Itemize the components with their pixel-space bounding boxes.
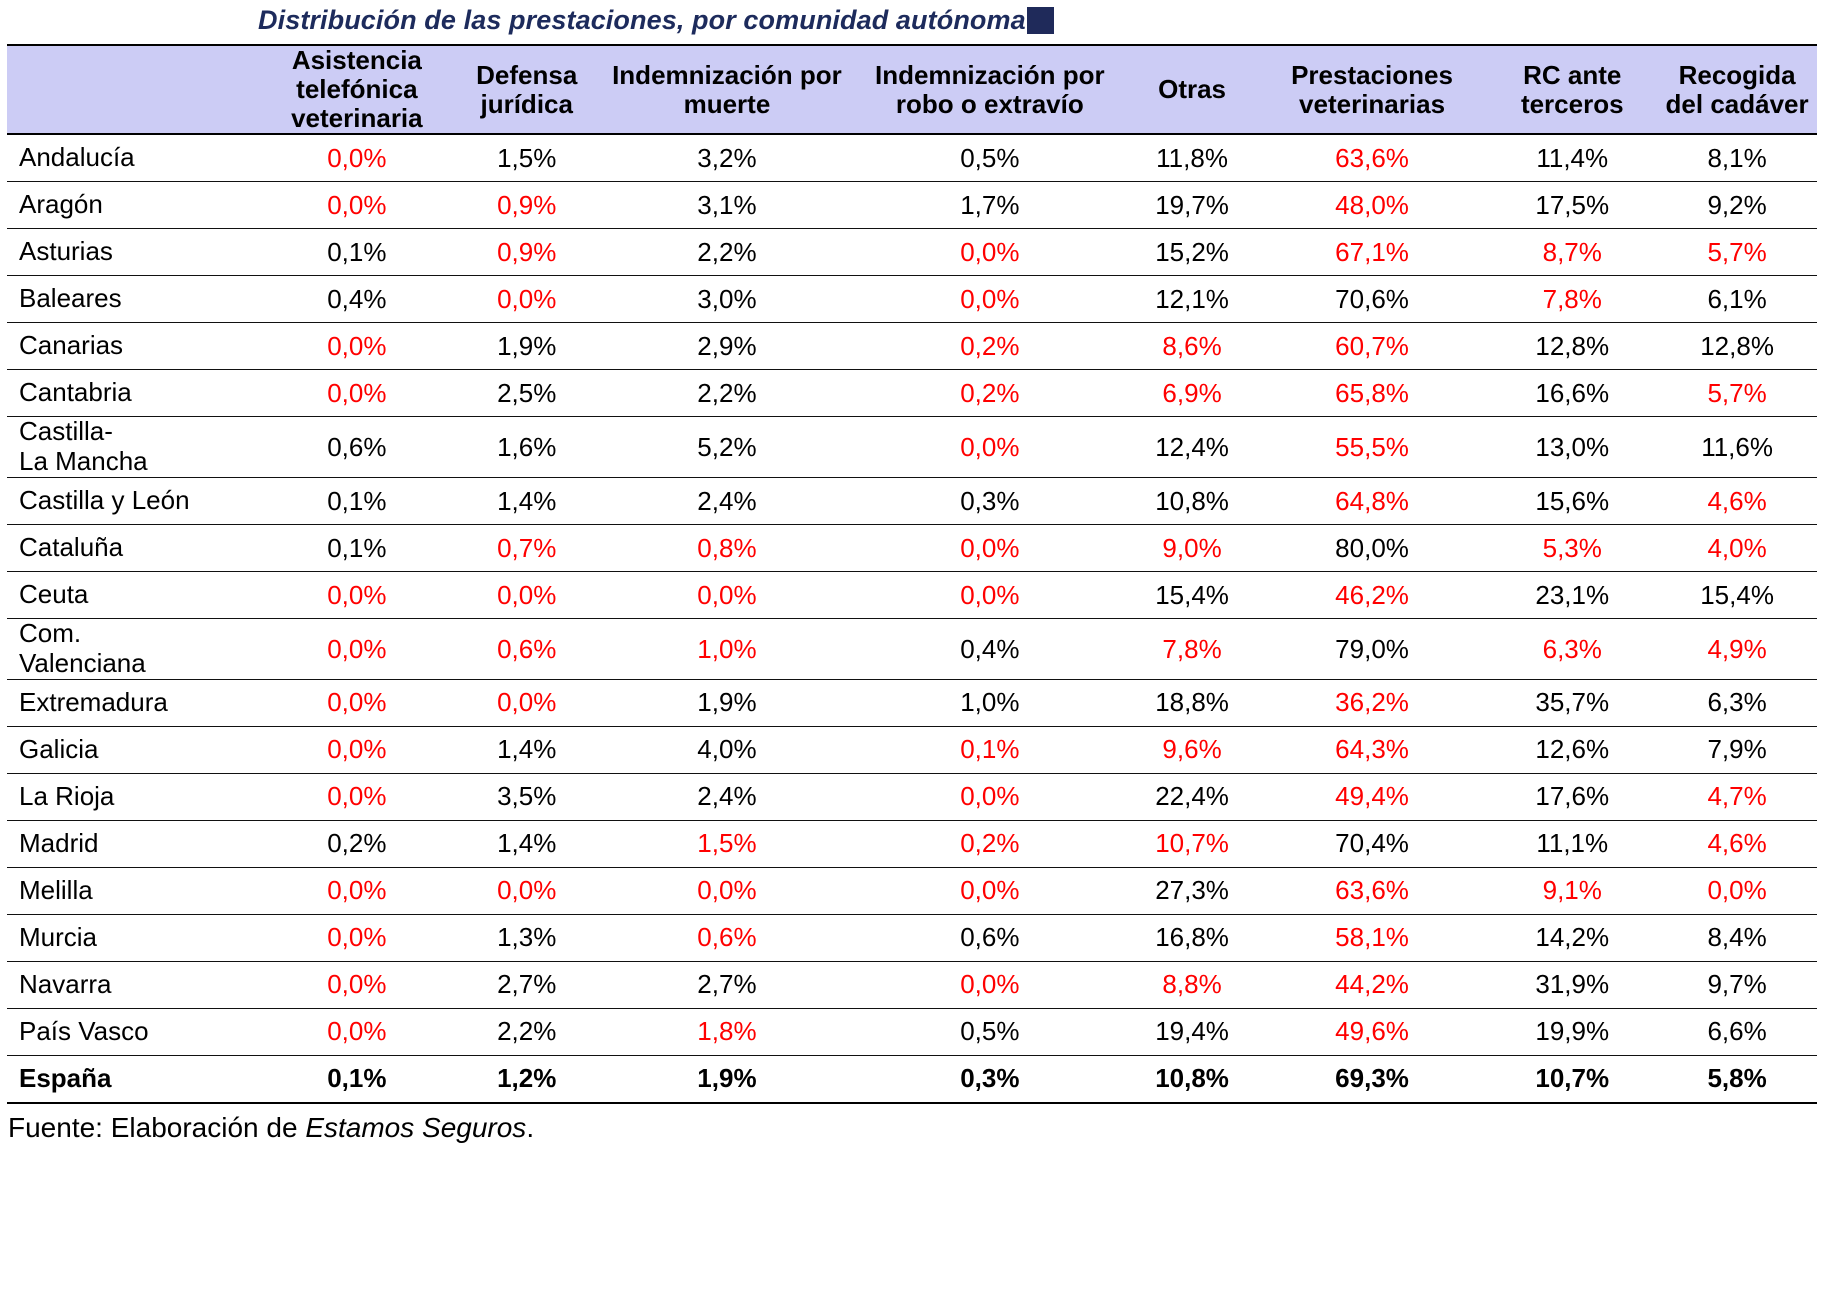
table-cell: 63,6%: [1257, 134, 1488, 182]
table-cell: 1,9%: [452, 323, 602, 370]
title-text: Distribución de las prestaciones, por comunidad autónoma: [258, 4, 1026, 35]
table-row: [7, 572, 1817, 619]
table-cell: 0,0%: [852, 773, 1127, 820]
table-cell: 5,7%: [1657, 229, 1817, 276]
table-cell: 12,6%: [1487, 726, 1657, 773]
table-cell: 3,2%: [602, 134, 853, 182]
table-cell: 64,8%: [1257, 478, 1488, 525]
table-cell: 0,0%: [602, 572, 853, 619]
table-cell: 67,1%: [1257, 229, 1488, 276]
table-cell: 2,4%: [602, 478, 853, 525]
table-cell: 0,6%: [262, 417, 452, 478]
header-row: [7, 45, 1817, 134]
table-row: [7, 525, 1817, 572]
source-suffix: .: [526, 1111, 535, 1143]
table-row-total: [7, 1055, 1817, 1103]
table-cell: 0,4%: [262, 276, 452, 323]
table-row: [7, 417, 1817, 478]
table-cell: 44,2%: [1257, 961, 1488, 1008]
table-cell: 9,0%: [1127, 525, 1256, 572]
distribution-table: [7, 44, 1817, 1104]
row-label: Castilla y León: [7, 478, 262, 525]
table-cell-total: 69,3%: [1257, 1055, 1488, 1103]
table-cell: 79,0%: [1257, 619, 1488, 680]
source-italic: Estamos Seguros: [305, 1111, 527, 1143]
row-label: Melilla: [7, 867, 262, 914]
table-cell: 60,7%: [1257, 323, 1488, 370]
table-cell: 55,5%: [1257, 417, 1488, 478]
row-label: La Rioja: [7, 773, 262, 820]
table-cell: 0,0%: [262, 773, 452, 820]
table-cell: 0,0%: [852, 961, 1127, 1008]
row-label: Andalucía: [7, 134, 262, 182]
table-row: [7, 182, 1817, 229]
column-header-indemnizacion-muerte: Indemnización por muerte: [602, 45, 853, 134]
column-header-indemnizacion-robo: Indemnización por robo o extravío: [852, 45, 1127, 134]
table-cell: 0,0%: [452, 679, 602, 726]
table-cell: 0,0%: [262, 1008, 452, 1055]
table-cell: 1,5%: [602, 820, 853, 867]
table-cell: 4,0%: [602, 726, 853, 773]
table-row: [7, 726, 1817, 773]
row-label: Cantabria: [7, 370, 262, 417]
row-label: Com. Valenciana: [7, 619, 262, 680]
table-cell: 49,4%: [1257, 773, 1488, 820]
table-cell: 35,7%: [1487, 679, 1657, 726]
table-cell: 27,3%: [1127, 867, 1256, 914]
table-cell: 6,1%: [1657, 276, 1817, 323]
table-cell: 15,2%: [1127, 229, 1256, 276]
table-cell: 4,0%: [1657, 525, 1817, 572]
table-cell: 0,1%: [852, 726, 1127, 773]
table-cell: 0,0%: [852, 867, 1127, 914]
table-cell: 31,9%: [1487, 961, 1657, 1008]
table-row: [7, 134, 1817, 182]
table-cell: 0,0%: [262, 726, 452, 773]
table-cell: 0,0%: [852, 417, 1127, 478]
table-cell: 15,6%: [1487, 478, 1657, 525]
table-cell: 11,4%: [1487, 134, 1657, 182]
table-cell: 0,6%: [602, 914, 853, 961]
table-cell: 9,7%: [1657, 961, 1817, 1008]
table-cell-total: 1,9%: [602, 1055, 853, 1103]
row-label: Murcia: [7, 914, 262, 961]
row-label: Navarra: [7, 961, 262, 1008]
table-cell: 22,4%: [1127, 773, 1256, 820]
table-cell: 8,6%: [1127, 323, 1256, 370]
table-cell-total: 5,8%: [1657, 1055, 1817, 1103]
table-header: [7, 45, 1817, 134]
table-cell: 3,1%: [602, 182, 853, 229]
table-cell: 0,0%: [602, 867, 853, 914]
table-cell: 0,2%: [852, 370, 1127, 417]
table-cell-total: 0,1%: [262, 1055, 452, 1103]
column-header-defensa-juridica: Defensa jurídica: [452, 45, 602, 134]
table-row: [7, 867, 1817, 914]
table-cell: 58,1%: [1257, 914, 1488, 961]
table-cell: 0,0%: [262, 867, 452, 914]
table-cell: 5,3%: [1487, 525, 1657, 572]
table-cell: 0,0%: [852, 276, 1127, 323]
table-cell: 70,6%: [1257, 276, 1488, 323]
table-row: [7, 679, 1817, 726]
table-cell: 0,2%: [852, 323, 1127, 370]
table-cell: 0,0%: [262, 323, 452, 370]
table-cell: 1,3%: [452, 914, 602, 961]
column-header-region: [7, 45, 262, 134]
table-cell: 13,0%: [1487, 417, 1657, 478]
table-row: [7, 276, 1817, 323]
table-cell: 1,4%: [452, 478, 602, 525]
table-cell: 0,0%: [262, 914, 452, 961]
table-cell: 12,8%: [1487, 323, 1657, 370]
row-label: Extremadura: [7, 679, 262, 726]
table-cell: 0,5%: [852, 1008, 1127, 1055]
row-label: Asturias: [7, 229, 262, 276]
table-cell: 0,1%: [262, 229, 452, 276]
table-cell: 0,0%: [852, 229, 1127, 276]
table-cell: 0,3%: [852, 478, 1127, 525]
table-cell: 6,9%: [1127, 370, 1256, 417]
row-label: Castilla- La Mancha: [7, 417, 262, 478]
table-row: [7, 229, 1817, 276]
table-cell: 0,0%: [262, 679, 452, 726]
table-cell: 16,6%: [1487, 370, 1657, 417]
table-cell: 0,0%: [262, 619, 452, 680]
table-cell: 2,2%: [452, 1008, 602, 1055]
table-row: [7, 961, 1817, 1008]
table-cell: 46,2%: [1257, 572, 1488, 619]
table-cell: 2,5%: [452, 370, 602, 417]
table-cell: 15,4%: [1657, 572, 1817, 619]
page-title: [0, 0, 1831, 44]
table-row: [7, 619, 1817, 680]
table-cell: 6,3%: [1487, 619, 1657, 680]
table-cell: 10,8%: [1127, 478, 1256, 525]
table-cell: 8,7%: [1487, 229, 1657, 276]
column-header-prestaciones-veterinarias: Prestaciones veterinarias: [1257, 45, 1488, 134]
table-row: [7, 914, 1817, 961]
column-header-otras: Otras: [1127, 45, 1256, 134]
row-label-total: España: [7, 1055, 262, 1103]
row-label: Baleares: [7, 276, 262, 323]
table-cell: 19,9%: [1487, 1008, 1657, 1055]
table-cell-total: 1,2%: [452, 1055, 602, 1103]
table-cell: 2,2%: [602, 229, 853, 276]
table-cell: 0,9%: [452, 229, 602, 276]
table-cell: 70,4%: [1257, 820, 1488, 867]
table-cell: 19,7%: [1127, 182, 1256, 229]
column-header-asistencia-telefonica: Asistencia telefónica veterinaria: [262, 45, 452, 134]
table-cell: 11,1%: [1487, 820, 1657, 867]
table-row: [7, 478, 1817, 525]
table-cell: 1,7%: [852, 182, 1127, 229]
row-label: Aragón: [7, 182, 262, 229]
table-cell: 23,1%: [1487, 572, 1657, 619]
table-cell: 3,5%: [452, 773, 602, 820]
table-cell: 17,5%: [1487, 182, 1657, 229]
table-cell: 0,2%: [262, 820, 452, 867]
table-cell: 9,6%: [1127, 726, 1256, 773]
table-row: [7, 820, 1817, 867]
source-prefix: Fuente: Elaboración de: [8, 1111, 306, 1143]
table-cell: 65,8%: [1257, 370, 1488, 417]
table-cell: 17,6%: [1487, 773, 1657, 820]
table-cell: 0,0%: [262, 961, 452, 1008]
table-cell: 0,8%: [602, 525, 853, 572]
table-cell: 0,0%: [262, 572, 452, 619]
table-row: [7, 323, 1817, 370]
table-cell: 0,1%: [262, 478, 452, 525]
table-cell-total: 10,8%: [1127, 1055, 1256, 1103]
table-cell: 7,8%: [1127, 619, 1256, 680]
table-cell: 0,0%: [852, 572, 1127, 619]
table-cell: 11,6%: [1657, 417, 1817, 478]
table-cell-total: 0,3%: [852, 1055, 1127, 1103]
table-cell: 4,6%: [1657, 820, 1817, 867]
table-row: [7, 370, 1817, 417]
table-row: [7, 773, 1817, 820]
table-body: [7, 134, 1817, 1103]
table-cell: 0,0%: [452, 276, 602, 323]
table-cell: 0,4%: [852, 619, 1127, 680]
table-cell: 2,7%: [452, 961, 602, 1008]
table-cell: 0,9%: [452, 182, 602, 229]
table-cell: 0,0%: [452, 867, 602, 914]
table-cell: 64,3%: [1257, 726, 1488, 773]
row-label: Madrid: [7, 820, 262, 867]
row-label: País Vasco: [7, 1008, 262, 1055]
row-label: Ceuta: [7, 572, 262, 619]
table-cell: 11,8%: [1127, 134, 1256, 182]
table-cell: 9,2%: [1657, 182, 1817, 229]
table-cell: 2,2%: [602, 370, 853, 417]
table-cell: 6,3%: [1657, 679, 1817, 726]
table-cell: 8,1%: [1657, 134, 1817, 182]
table-cell: 0,5%: [852, 134, 1127, 182]
table-cell: 0,0%: [262, 370, 452, 417]
table-cell: 12,4%: [1127, 417, 1256, 478]
table-cell: 1,4%: [452, 820, 602, 867]
table-cell: 0,6%: [852, 914, 1127, 961]
table-cell: 0,7%: [452, 525, 602, 572]
table-cell: 0,0%: [262, 134, 452, 182]
table-cell: 2,7%: [602, 961, 853, 1008]
table-cell: 5,2%: [602, 417, 853, 478]
table-cell: 0,0%: [1657, 867, 1817, 914]
table-cell: 1,5%: [452, 134, 602, 182]
column-header-rc-terceros: RC ante terceros: [1487, 45, 1657, 134]
table-cell: 0,0%: [852, 525, 1127, 572]
table-cell: 8,4%: [1657, 914, 1817, 961]
table-cell: 15,4%: [1127, 572, 1256, 619]
table-cell: 0,1%: [262, 525, 452, 572]
source-note: [0, 1104, 1831, 1144]
table-cell: 49,6%: [1257, 1008, 1488, 1055]
table-cell: 36,2%: [1257, 679, 1488, 726]
table-cell: 19,4%: [1127, 1008, 1256, 1055]
table-cell: 0,2%: [852, 820, 1127, 867]
table-cell: 8,8%: [1127, 961, 1256, 1008]
table-cell: 1,0%: [602, 619, 853, 680]
table-cell: 4,7%: [1657, 773, 1817, 820]
title-marker-square: [1027, 7, 1054, 34]
table-cell: 18,8%: [1127, 679, 1256, 726]
table-cell: 5,7%: [1657, 370, 1817, 417]
table-cell: 4,6%: [1657, 478, 1817, 525]
table-cell: 1,8%: [602, 1008, 853, 1055]
row-label: Galicia: [7, 726, 262, 773]
table-cell: 1,4%: [452, 726, 602, 773]
table-cell: 4,9%: [1657, 619, 1817, 680]
table-cell: 80,0%: [1257, 525, 1488, 572]
column-header-recogida-cadaver: Recogida del cadáver: [1657, 45, 1817, 134]
table-cell: 0,6%: [452, 619, 602, 680]
table-cell: 2,4%: [602, 773, 853, 820]
table-cell: 1,6%: [452, 417, 602, 478]
table-cell: 16,8%: [1127, 914, 1256, 961]
table-cell-total: 10,7%: [1487, 1055, 1657, 1103]
table-cell: 12,8%: [1657, 323, 1817, 370]
table-cell: 6,6%: [1657, 1008, 1817, 1055]
table-cell: 1,0%: [852, 679, 1127, 726]
table-row: [7, 1008, 1817, 1055]
table-cell: 63,6%: [1257, 867, 1488, 914]
table-cell: 9,1%: [1487, 867, 1657, 914]
table-cell: 7,9%: [1657, 726, 1817, 773]
table-cell: 2,9%: [602, 323, 853, 370]
table-cell: 7,8%: [1487, 276, 1657, 323]
row-label: Cataluña: [7, 525, 262, 572]
table-cell: 14,2%: [1487, 914, 1657, 961]
table-cell: 12,1%: [1127, 276, 1256, 323]
table-cell: 10,7%: [1127, 820, 1256, 867]
table-cell: 0,0%: [262, 182, 452, 229]
table-cell: 3,0%: [602, 276, 853, 323]
row-label: Canarias: [7, 323, 262, 370]
table-cell: 48,0%: [1257, 182, 1488, 229]
table-cell: 0,0%: [452, 572, 602, 619]
table-cell: 1,9%: [602, 679, 853, 726]
